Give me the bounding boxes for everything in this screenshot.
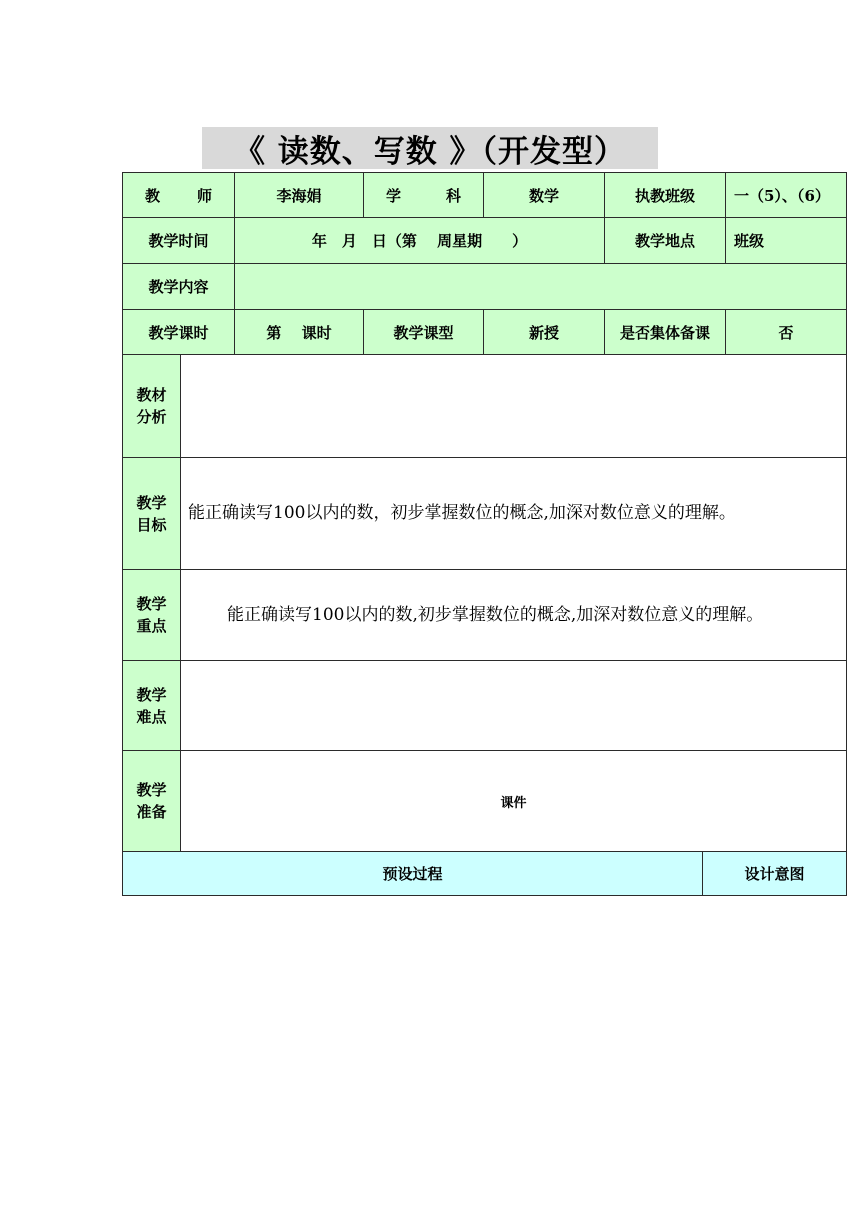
process-label: 预设过程 <box>123 852 703 896</box>
lesson-plan-sheet <box>122 172 846 896</box>
class-label: 执教班级 <box>605 173 726 218</box>
goal-row <box>123 458 847 570</box>
analysis-label: 教材 分析 <box>123 355 181 458</box>
goal-text: 能正确读写100以内的数，初步掌握数位的概念,加深对数位意义的理解。 <box>181 458 847 570</box>
teacher-label-cell: 教 师 <box>123 173 235 218</box>
intent-label: 设计意图 <box>703 852 847 896</box>
header-table <box>122 172 847 355</box>
difficult-label: 教学 难点 <box>123 661 181 751</box>
period-label: 教学课时 <box>123 310 235 355</box>
subject-label-cell: 学 科 <box>364 173 484 218</box>
place-value: 班级 <box>726 218 847 264</box>
class-value: 一（5）、（6） <box>726 173 847 218</box>
analysis-row <box>123 355 847 458</box>
prep-text: 课件 <box>181 751 847 852</box>
process-header-table <box>122 851 847 896</box>
teacher-name: 李海娟 <box>235 173 364 218</box>
sections-table <box>122 354 847 852</box>
time-value: 年 月 日（第 周星期 ） <box>235 218 605 264</box>
lesson-type-value: 新授 <box>484 310 605 355</box>
prep-row <box>123 751 847 852</box>
goal-label: 教学 目标 <box>123 458 181 570</box>
collective-value: 否 <box>726 310 847 355</box>
lesson-type-label: 教学课型 <box>364 310 484 355</box>
difficult-row <box>123 661 847 751</box>
content-label: 教学内容 <box>123 264 235 310</box>
difficult-text <box>181 661 847 751</box>
subject-value: 数学 <box>484 173 605 218</box>
place-label: 教学地点 <box>605 218 726 264</box>
content-value <box>235 264 847 310</box>
prep-label: 教学 准备 <box>123 751 181 852</box>
collective-label: 是否集体备课 <box>605 310 726 355</box>
analysis-text <box>181 355 847 458</box>
key-label: 教学 重点 <box>123 570 181 661</box>
period-value: 第 课时 <box>235 310 364 355</box>
time-label: 教学时间 <box>123 218 235 264</box>
key-row <box>123 570 847 661</box>
page-title: 《 读数、写数 》（开发型） <box>202 127 658 169</box>
key-text: 能正确读写100以内的数,初步掌握数位的概念,加深对数位意义的理解。 <box>181 570 847 661</box>
